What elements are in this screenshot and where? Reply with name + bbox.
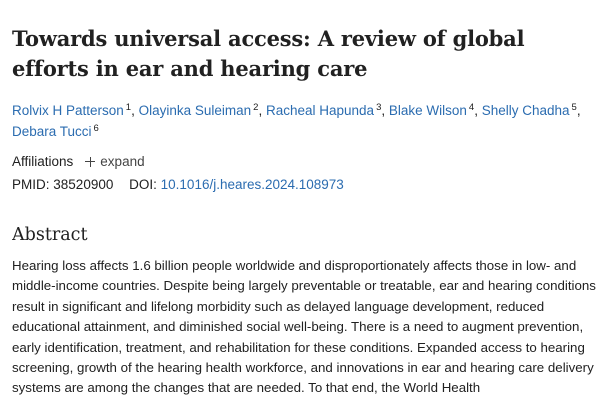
author-separator: , [576, 103, 581, 118]
affiliations-label: Affiliations [12, 154, 74, 169]
pmid-value: 38520900 [53, 177, 114, 192]
author-list [12, 100, 596, 142]
abstract-heading: Abstract [12, 225, 88, 245]
author-link[interactable]: Blake Wilson [388, 103, 467, 118]
doi-link[interactable]: 10.1016/j.heares.2024.108973 [160, 177, 344, 192]
pmid-label: PMID: [12, 177, 50, 192]
article-page [12, 0, 596, 400]
plus-icon [85, 157, 95, 167]
author-separator: , [381, 103, 389, 118]
expand-affiliations-button[interactable] [85, 153, 144, 171]
identifiers-row [12, 176, 344, 194]
author-link[interactable]: Racheal Hapunda [265, 103, 375, 118]
affiliation-number[interactable]: 3 [376, 102, 382, 113]
author-separator: , [131, 103, 139, 118]
affiliations-row [12, 153, 145, 171]
affiliation-number[interactable]: 4 [468, 102, 475, 113]
author-link[interactable]: Debara Tucci [12, 124, 92, 139]
author-separator: , [474, 103, 482, 118]
expand-label: expand [100, 154, 145, 169]
doi-label: DOI: [129, 177, 157, 192]
affiliation-number[interactable]: 1 [125, 102, 132, 113]
author-link[interactable]: Shelly Chadha [481, 103, 570, 118]
abstract-text: Hearing loss affects 1.6 billion people worldwide and disproportionately affects those in low- and middle-income countries. Despite being largely preventable or treatable, ear and hearing conditions result in significant and lifelong morbidity such as delayed language development, reduced educational attainment, and diminished social well-being. There is a need to augment prevention, early identification, treatment, and rehabilitation for these conditions. Expanded access to hearing screening, growth of the hearing health workforce, and innovations in ear and hearing care delivery systems are among the changes that are needed. To that end, the World Health [12, 258, 596, 396]
author-link[interactable]: Rolvix H Patterson [12, 103, 124, 118]
author-separator: , [258, 103, 266, 118]
affiliation-number[interactable]: 2 [253, 102, 259, 113]
affiliation-number[interactable]: 6 [93, 123, 99, 134]
affiliation-number[interactable]: 5 [571, 102, 577, 113]
article-title: Towards universal access: A review of global efforts in ear and hearing care [12, 26, 525, 81]
author-link[interactable]: Olayinka Suleiman [138, 103, 252, 118]
